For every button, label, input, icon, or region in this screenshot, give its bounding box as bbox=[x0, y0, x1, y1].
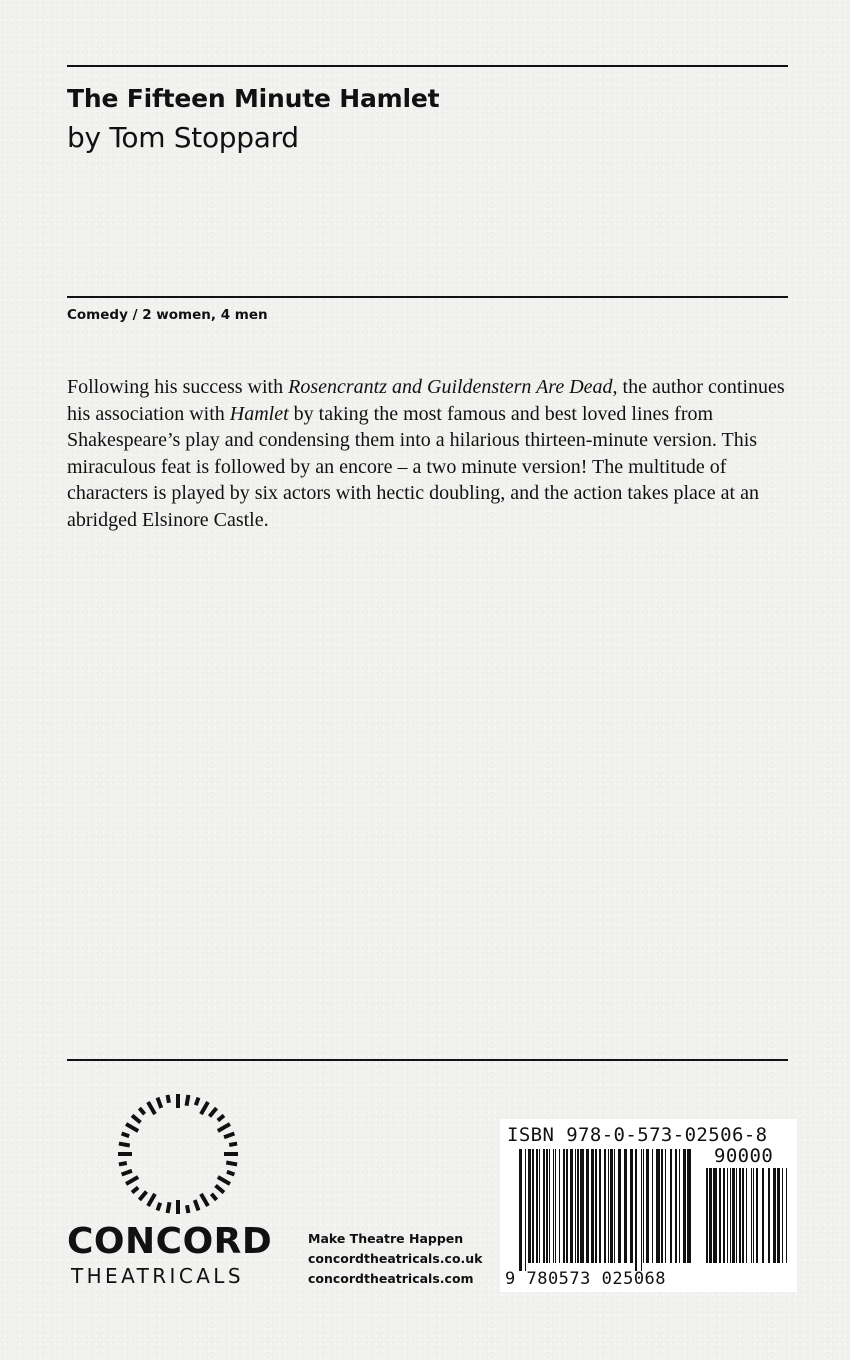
barcode-bar bbox=[736, 1168, 737, 1263]
barcode-bar bbox=[670, 1149, 672, 1263]
blurb-text-3: by taking the most famous and best loved lines from Shakespeare’s play and condensing them into a hilarious thirteen-minute version. This miraculous feat is followed by an encore – a two minute version! The multitude of characters is played by six actors with hectic doubling, and the action takes place at an abridged Elsinore Castle. bbox=[67, 402, 759, 531]
logo-dash bbox=[132, 1115, 140, 1122]
barcode-bar bbox=[656, 1149, 660, 1263]
barcode-bar bbox=[730, 1168, 731, 1263]
barcode-bar bbox=[732, 1168, 735, 1263]
barcode-bar bbox=[525, 1149, 526, 1271]
barcode-bar bbox=[661, 1149, 663, 1263]
logo-dash bbox=[148, 1194, 155, 1206]
barcode-bar bbox=[746, 1168, 747, 1263]
blurb-text-1: Following his success with bbox=[67, 376, 289, 398]
barcode-bar bbox=[624, 1149, 627, 1263]
barcode-bar bbox=[719, 1168, 721, 1263]
barcode-bar bbox=[786, 1168, 787, 1263]
logo-dash bbox=[216, 1185, 224, 1192]
barcode-bar bbox=[528, 1149, 531, 1263]
barcode-bar bbox=[563, 1149, 565, 1263]
barcode-bar bbox=[777, 1168, 780, 1263]
logo-dash bbox=[224, 1133, 234, 1137]
barcode-bar bbox=[709, 1168, 712, 1263]
barcode-bar bbox=[559, 1149, 560, 1263]
barcode-bar bbox=[665, 1149, 666, 1263]
barcode-bar bbox=[577, 1149, 579, 1263]
logo-dash bbox=[229, 1144, 237, 1145]
barcode-bar bbox=[580, 1149, 584, 1263]
logo-dash bbox=[126, 1177, 138, 1184]
logo-dash bbox=[148, 1102, 155, 1114]
barcode-bar bbox=[643, 1149, 644, 1263]
logo-dash bbox=[201, 1194, 208, 1206]
barcode-bar bbox=[595, 1149, 597, 1263]
logo-dash bbox=[227, 1172, 235, 1175]
logo-dash bbox=[226, 1163, 237, 1165]
top-rule bbox=[67, 65, 788, 67]
barcode-main-bars bbox=[519, 1149, 691, 1271]
barcode-bar bbox=[570, 1149, 573, 1263]
barcode-bar bbox=[630, 1149, 633, 1263]
bottom-rule bbox=[67, 1059, 788, 1061]
logo-dash bbox=[139, 1108, 144, 1114]
barcode-bar bbox=[773, 1168, 776, 1263]
barcode-bar bbox=[604, 1149, 606, 1263]
logo-dash bbox=[122, 1171, 132, 1175]
barcode-bar bbox=[555, 1149, 556, 1263]
barcode-bar bbox=[599, 1149, 601, 1263]
logo-dash bbox=[157, 1203, 160, 1211]
barcode-bar bbox=[591, 1149, 594, 1263]
concord-logo-icon bbox=[116, 1092, 240, 1216]
barcode-bar bbox=[768, 1168, 770, 1263]
logo-dash bbox=[218, 1115, 224, 1120]
barcode-digits: 9 780573 025068 bbox=[505, 1269, 667, 1289]
logo-dash bbox=[187, 1205, 188, 1213]
barcode-bar bbox=[536, 1149, 538, 1263]
barcode-addon-bars bbox=[706, 1168, 790, 1271]
book-author: by Tom Stoppard bbox=[67, 121, 299, 154]
logo-dash bbox=[139, 1192, 146, 1200]
barcode-bar bbox=[553, 1149, 554, 1263]
barcode-bar bbox=[586, 1149, 589, 1263]
logo-dash bbox=[195, 1200, 199, 1210]
logo-dash bbox=[218, 1124, 230, 1131]
barcode-bar bbox=[539, 1149, 540, 1263]
barcode-bar bbox=[756, 1168, 758, 1263]
barcode-bar bbox=[610, 1149, 613, 1263]
logo-dash bbox=[119, 1163, 127, 1164]
logo-dash bbox=[211, 1194, 216, 1200]
barcode-bar bbox=[782, 1168, 783, 1263]
barcode-bar bbox=[706, 1168, 708, 1263]
publisher-subname: THEATRICALS bbox=[71, 1264, 244, 1288]
publisher-tagline: Make Theatre Happen bbox=[308, 1231, 464, 1246]
logo-ring-dashes bbox=[118, 1094, 238, 1214]
isbn-label: ISBN 978-0-573-02506-8 bbox=[507, 1124, 768, 1146]
synopsis-blurb bbox=[67, 374, 802, 533]
logo-dash bbox=[132, 1187, 138, 1192]
barcode-bar bbox=[614, 1149, 615, 1263]
barcode-bar bbox=[723, 1168, 725, 1263]
barcode-bar bbox=[727, 1168, 728, 1263]
genre-cast-line: Comedy / 2 women, 4 men bbox=[67, 307, 268, 323]
publisher-contact bbox=[308, 1229, 483, 1289]
barcode-bar bbox=[546, 1149, 548, 1263]
blurb-text-2: , the author continues his association with bbox=[67, 376, 785, 425]
blurb-italic-title-1: Rosencrantz and Guildenstern Are Dead bbox=[288, 376, 613, 398]
barcode-bar bbox=[679, 1149, 680, 1263]
blurb-italic-title-2: Hamlet bbox=[229, 402, 289, 425]
logo-dash bbox=[119, 1144, 130, 1146]
barcode-bar bbox=[575, 1149, 576, 1263]
barcode-bar bbox=[646, 1149, 649, 1263]
barcode-bar bbox=[608, 1149, 609, 1263]
logo-dash bbox=[187, 1095, 189, 1106]
barcode-bar bbox=[519, 1149, 522, 1271]
logo-dash bbox=[157, 1098, 161, 1108]
barcode-bar bbox=[683, 1149, 686, 1263]
logo-dash bbox=[218, 1177, 230, 1184]
barcode-bar bbox=[532, 1149, 534, 1263]
barcode-bar bbox=[739, 1168, 741, 1263]
book-title: The Fifteen Minute Hamlet bbox=[67, 84, 440, 113]
price-code: 90000 bbox=[714, 1145, 774, 1167]
barcode-bar bbox=[566, 1149, 568, 1263]
barcode-bar bbox=[762, 1168, 764, 1263]
logo-dash bbox=[201, 1102, 208, 1114]
barcode-bar bbox=[652, 1149, 653, 1263]
barcode-bar bbox=[742, 1168, 744, 1263]
logo-dash bbox=[168, 1095, 169, 1103]
logo-dash bbox=[122, 1133, 130, 1136]
logo-dash bbox=[126, 1124, 138, 1131]
logo-dash bbox=[209, 1108, 216, 1116]
barcode-bar bbox=[618, 1149, 621, 1263]
barcode-bar bbox=[687, 1149, 691, 1263]
publisher-website-uk: concordtheatricals.co.uk bbox=[308, 1251, 483, 1266]
logo-dash bbox=[196, 1098, 199, 1106]
barcode-bar bbox=[713, 1168, 717, 1263]
logo-dash bbox=[168, 1202, 170, 1213]
barcode-bar bbox=[549, 1149, 550, 1263]
barcode-bar bbox=[675, 1149, 677, 1263]
publisher-website-com: concordtheatricals.com bbox=[308, 1271, 474, 1286]
barcode-bar bbox=[543, 1149, 545, 1263]
barcode-bar bbox=[753, 1168, 754, 1263]
barcode-bar bbox=[635, 1149, 637, 1271]
publisher-name: CONCORD bbox=[67, 1221, 273, 1262]
barcode-bar bbox=[751, 1168, 752, 1263]
barcode-bar bbox=[641, 1149, 642, 1271]
middle-rule bbox=[67, 296, 788, 298]
